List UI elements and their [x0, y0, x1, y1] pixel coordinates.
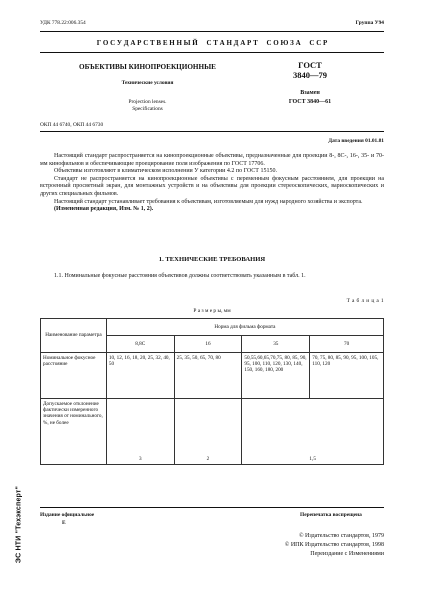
group-code: Группа У94	[355, 20, 384, 26]
copyright-1979: © Издательство стандартов, 1979	[298, 533, 384, 539]
gost-label: ГОСТ	[298, 60, 322, 70]
okp-codes: ОКП 44 6740, ОКП 44 6730	[40, 122, 104, 128]
paragraph-requirements: Настоящий стандарт устанавливает требования к объективам, изготовляемым для нужд народного хозяйства и экспорта.	[54, 198, 363, 205]
state-standard-banner: Г О С У Д А Р С Т В Е Н Н Ы Й С Т А Н Д А Р Т С О Ю З А С С Р	[96, 39, 328, 47]
table-header-row	[41, 319, 384, 336]
introduction-date: Дата введения 01.01.81	[328, 138, 384, 144]
paragraph-scope: Настоящий стандарт распространяется на кинопроекционные объективы, предназначенные для проекции 8-, 8С-, 16-, 35- и 70-мм кинофильмов и обеспечивающие проецирование поля изображения по ГОСТ 17706.	[40, 153, 384, 167]
format-16: 16	[174, 336, 242, 353]
cell-tolerance-35-70: 1,5	[242, 399, 384, 465]
udk-code: УДК 778.22:006.354	[40, 20, 86, 26]
cell-focal-35: 50,55,60,65,70,75, 80, 85, 90, 95, 100, 110, 120, 130, 140, 150, 160, 180, 200	[242, 353, 310, 399]
paragraph-1-1: 1.1. Номинальные фокусные расстояния объективов должны соответствовать указанным в табл. 1.	[54, 273, 306, 279]
row-label-focal: Номинальное фокусное расстояние	[41, 353, 107, 399]
english-subtitle: Specifications	[132, 106, 163, 112]
row-label-tolerance: Допускаемое отклонение фактически измеренного значения от номинального, %, не более	[41, 399, 107, 465]
english-title: Projection lenses.	[128, 99, 167, 105]
table-units-caption: Р а з м е р ы, мм	[193, 308, 231, 314]
edition-letter: Е	[62, 520, 66, 526]
clause-1-1	[40, 273, 384, 281]
paragraph-amendment: (Измененная редакция, Изм. № 1, 2).	[54, 206, 154, 213]
official-edition: Издание официальное	[40, 512, 95, 518]
copyright-1998: © ИПК Издательство стандартов, 1998	[284, 542, 384, 548]
header-norm: Норма для фильма формата	[106, 319, 383, 336]
section-heading: 1. ТЕХНИЧЕСКИЕ ТРЕБОВАНИЯ	[158, 256, 266, 263]
paragraph-exclusions: Стандарт не распространяется на кинопроекционные объективы с переменным фокусным расстоянием, для проекции на встроенный просветный экран, для монтажных устройств и на объективы для проекции стереоскопических, вариоскопических и других специальных фильмов.	[40, 175, 384, 197]
intro-text	[40, 153, 384, 214]
table-caption: Т а б л и ц а 1	[346, 298, 384, 304]
header-divider	[40, 31, 384, 32]
cell-focal-8: 10, 12, 16, 18, 20, 25, 32, 40, 50	[106, 353, 174, 399]
reissue-note: Переиздание с Изменениями	[310, 551, 384, 557]
format-8: 8,8С	[106, 336, 174, 353]
cell-focal-16: 25, 35, 50, 65, 70, 80	[174, 353, 242, 399]
title-divider	[40, 131, 384, 132]
cell-tolerance-8: 3	[106, 399, 174, 465]
format-35: 35	[242, 336, 310, 353]
gost-number: 3840—79	[293, 70, 327, 80]
header-divider-2	[40, 52, 384, 53]
table-row	[41, 353, 384, 399]
cell-tolerance-16: 2	[174, 399, 242, 465]
side-watermark: ЭС НТИ "Техэксперт"	[15, 485, 23, 564]
document-title: ОБЪЕКТИВЫ КИНОПРОЕКЦИОННЫЕ	[79, 63, 216, 71]
footer-divider	[40, 507, 384, 508]
header-parameter: Наименование параметра	[41, 319, 107, 353]
table-row	[41, 399, 384, 465]
paragraph-climate: Объективы изготовляют в климатическом исполнении У категории 4.2 по ГОСТ 15150.	[54, 168, 277, 175]
reprint-prohibited: Перепечатка воспрещена	[300, 512, 362, 518]
focal-length-table	[40, 318, 384, 465]
replaced-standard: ГОСТ 3840—61	[288, 99, 332, 105]
format-70: 70	[310, 336, 384, 353]
document-subtitle: Технические условия	[121, 80, 174, 86]
replaces-label: Взамен	[300, 90, 320, 96]
cell-focal-70: 70, 75, 80, 85, 90, 95, 100, 105, 110, 120	[310, 353, 384, 399]
